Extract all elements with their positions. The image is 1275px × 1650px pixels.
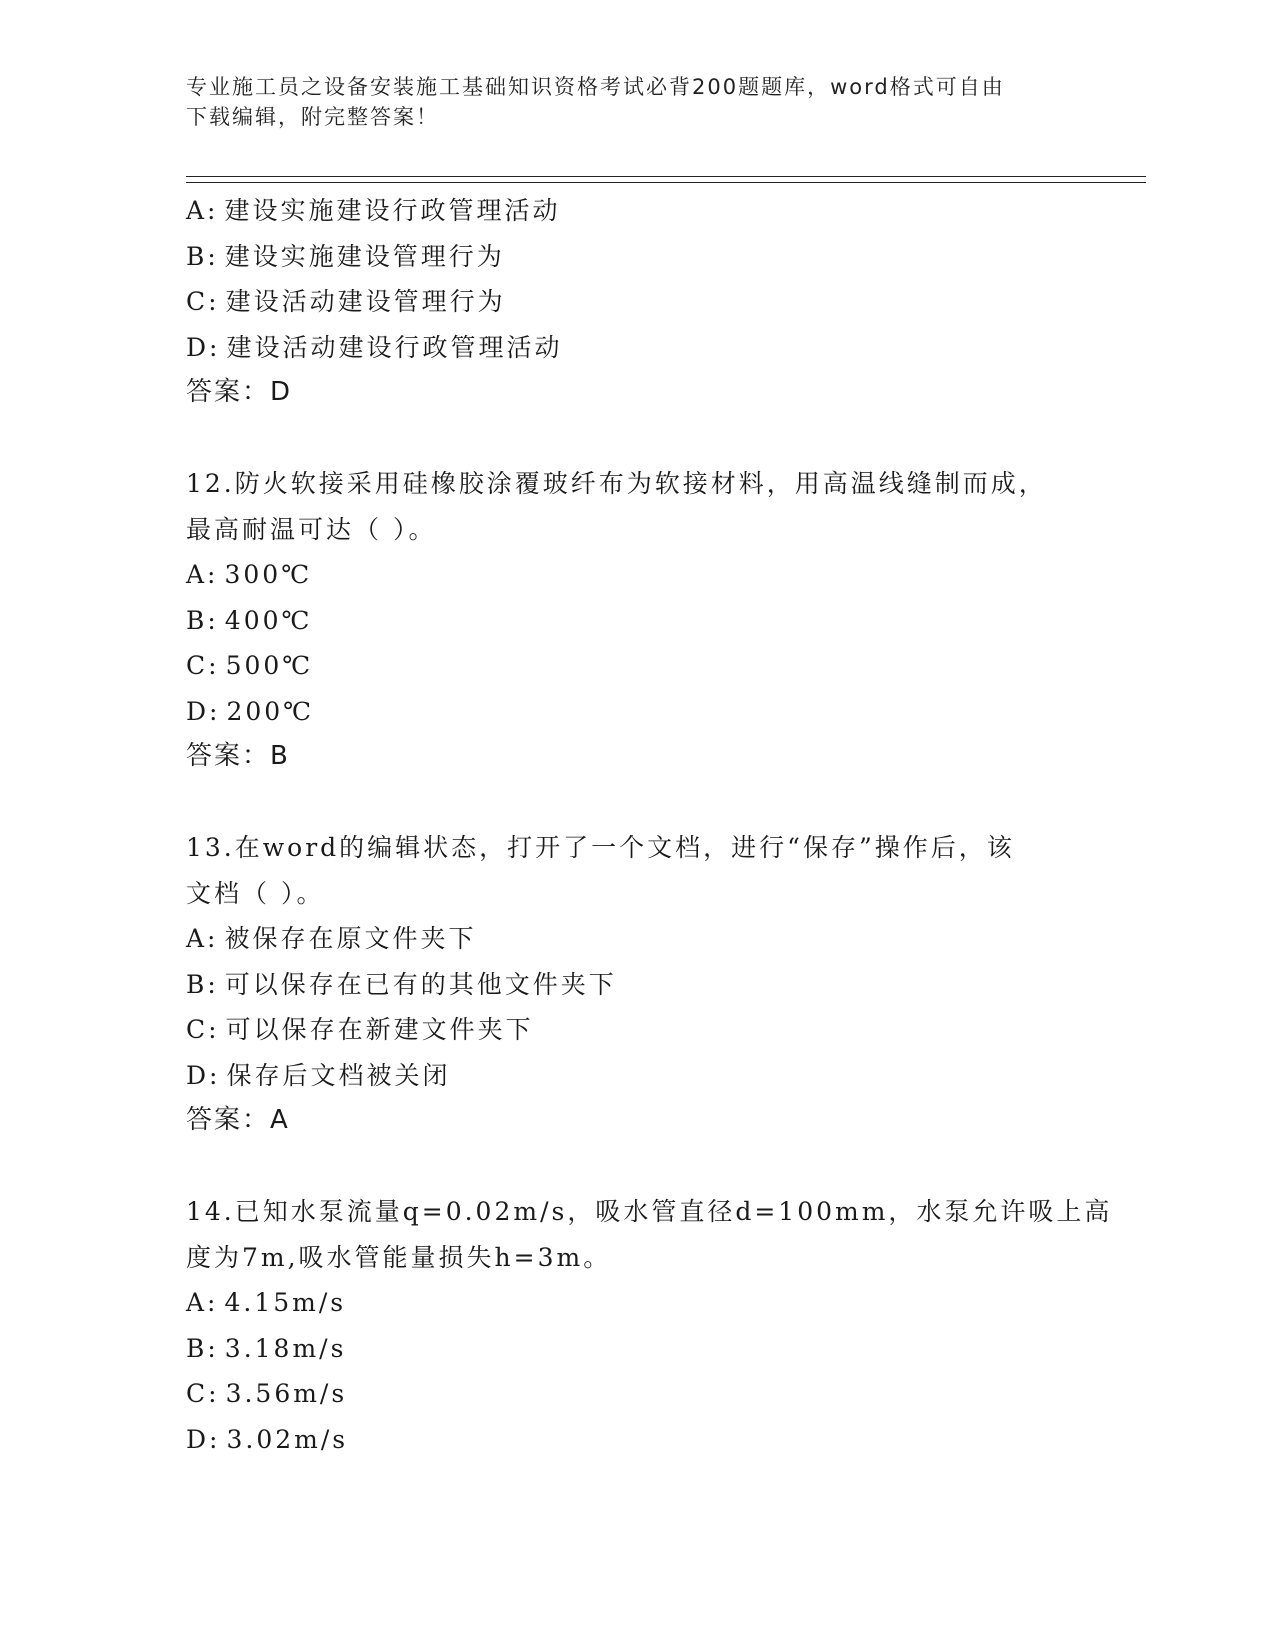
question-stem-line-2: 最高耐温可达（ ）。 [186, 514, 437, 544]
question-14 [186, 1189, 1113, 1462]
question-stem-line-2: 度为7m,吸水管能量损失h=3m。 [186, 1242, 612, 1272]
option-c: C: 可以保存在新建文件夹下 [186, 1015, 534, 1044]
option-c: C: 3.56m/s [186, 1379, 348, 1408]
header-title-line-1: 专业施工员之设备安装施工基础知识资格考试必背200题题库，word格式可自由 [186, 75, 1005, 99]
answer: 答案：D [186, 377, 293, 407]
document-header [186, 72, 1066, 132]
question-list [186, 188, 1113, 1462]
option-b: B: 3.18m/s [186, 1333, 347, 1363]
header-title-line-2: 下载编辑，附完整答案！ [186, 105, 439, 129]
answer: 答案：B [186, 741, 290, 771]
question-11 [186, 188, 1066, 416]
option-d: D: 保存后文档被关闭 [186, 1060, 451, 1090]
option-b: B: 可以保存在已有的其他文件夹下 [186, 969, 617, 999]
answer: 答案：A [186, 1105, 290, 1135]
question-stem-line-2: 文档（ ）。 [186, 878, 325, 908]
option-a: A: 被保存在原文件夹下 [186, 924, 477, 953]
option-d: D: 建设活动建设行政管理活动 [186, 332, 563, 362]
option-d: D: 3.02m/s [186, 1424, 349, 1454]
question-stem-line-1: 14.已知水泵流量q=0.02m/s，吸水管直径d=100mm，水泵允许吸上高 [186, 1197, 1113, 1226]
option-b: B: 建设实施建设管理行为 [186, 241, 505, 271]
option-a: A: 4.15m/s [186, 1288, 347, 1317]
question-12 [186, 461, 1066, 780]
option-d: D: 200℃ [186, 696, 315, 726]
spacer [186, 416, 1066, 462]
question-stem-line-1: 13.在word的编辑状态，打开了一个文档，进行“保存”操作后，该 [186, 833, 1015, 862]
option-c: C: 500℃ [186, 651, 314, 680]
spacer [186, 780, 1066, 826]
option-a: A: 建设实施建设行政管理活动 [186, 196, 561, 225]
question-stem-line-1: 12.防火软接采用硅橡胶涂覆玻纤布为软接材料，用高温线缝制而成， [186, 469, 1047, 498]
header-double-rule [186, 176, 1146, 183]
option-c: C: 建设活动建设管理行为 [186, 287, 506, 316]
question-13 [186, 825, 1066, 1144]
option-a: A: 300℃ [186, 560, 313, 589]
spacer [186, 1144, 1066, 1190]
option-b: B: 400℃ [186, 605, 313, 635]
